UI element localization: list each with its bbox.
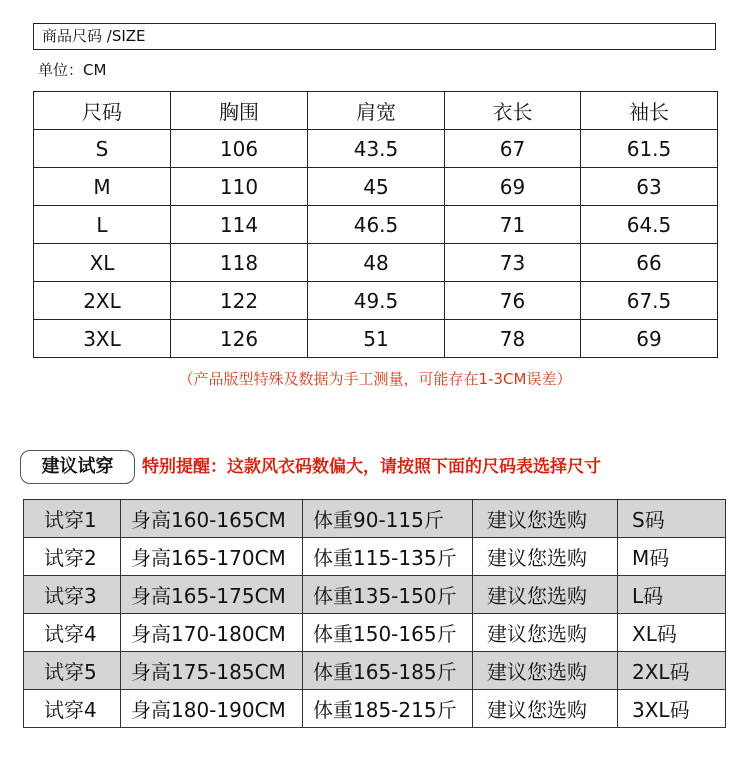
table-cell: 43.5	[308, 130, 445, 168]
size-title: 商品尺码 /SIZE	[42, 27, 146, 45]
table-cell: 66	[581, 244, 718, 282]
size-table	[33, 91, 718, 358]
size-table-header-row	[34, 92, 718, 130]
table-cell: 建议您选购	[473, 500, 618, 538]
table-cell: 身高165-175CM	[121, 576, 303, 614]
size-title-box	[33, 23, 716, 50]
table-row	[34, 130, 718, 168]
table-cell: 体重90-115斤	[303, 500, 473, 538]
table-cell: 身高170-180CM	[121, 614, 303, 652]
table-cell: 体重150-165斤	[303, 614, 473, 652]
table-cell: 建议您选购	[473, 690, 618, 728]
table-cell: 试穿5	[24, 652, 121, 690]
header-cell: 衣长	[445, 92, 581, 130]
table-cell: 106	[171, 130, 308, 168]
table-cell: 体重115-135斤	[303, 538, 473, 576]
table-cell: 建议您选购	[473, 652, 618, 690]
table-cell: L	[34, 206, 171, 244]
table-cell: 63	[581, 168, 718, 206]
header-cell: 袖长	[581, 92, 718, 130]
table-cell: S	[34, 130, 171, 168]
table-row	[34, 168, 718, 206]
table-cell: 110	[171, 168, 308, 206]
table-cell: 45	[308, 168, 445, 206]
table-cell: 126	[171, 320, 308, 358]
table-cell: S码	[618, 500, 726, 538]
table-cell: 78	[445, 320, 581, 358]
suggestion-tag: 建议试穿	[20, 450, 135, 484]
table-row	[24, 652, 726, 690]
table-cell: 试穿2	[24, 538, 121, 576]
table-cell: 51	[308, 320, 445, 358]
table-cell: 48	[308, 244, 445, 282]
table-cell: 46.5	[308, 206, 445, 244]
table-cell: 身高180-190CM	[121, 690, 303, 728]
table-cell: 73	[445, 244, 581, 282]
table-row	[34, 320, 718, 358]
table-row	[24, 690, 726, 728]
table-row	[24, 614, 726, 652]
table-cell: 49.5	[308, 282, 445, 320]
table-cell: M码	[618, 538, 726, 576]
table-cell: L码	[618, 576, 726, 614]
table-row	[24, 576, 726, 614]
table-cell: 建议您选购	[473, 576, 618, 614]
table-cell: M	[34, 168, 171, 206]
table-cell: 71	[445, 206, 581, 244]
header-cell: 肩宽	[308, 92, 445, 130]
table-cell: 67.5	[581, 282, 718, 320]
table-cell: 体重165-185斤	[303, 652, 473, 690]
table-cell: XL码	[618, 614, 726, 652]
table-cell: 2XL	[34, 282, 171, 320]
table-row	[34, 206, 718, 244]
table-cell: XL	[34, 244, 171, 282]
measurement-note: （产品版型特殊及数据为手工测量，可能存在1-3CM误差）	[178, 370, 572, 388]
table-cell: 试穿3	[24, 576, 121, 614]
table-cell: 64.5	[581, 206, 718, 244]
table-cell: 69	[445, 168, 581, 206]
table-cell: 2XL码	[618, 652, 726, 690]
table-cell: 3XL码	[618, 690, 726, 728]
table-cell: 114	[171, 206, 308, 244]
table-cell: 69	[581, 320, 718, 358]
table-cell: 身高165-170CM	[121, 538, 303, 576]
table-cell: 体重185-215斤	[303, 690, 473, 728]
table-cell: 3XL	[34, 320, 171, 358]
table-row	[24, 500, 726, 538]
header-cell: 胸围	[171, 92, 308, 130]
table-row	[24, 538, 726, 576]
table-cell: 67	[445, 130, 581, 168]
table-cell: 试穿4	[24, 690, 121, 728]
size-warning: 特别提醒：这款风衣码数偏大，请按照下面的尺码表选择尺寸	[142, 457, 601, 477]
table-cell: 建议您选购	[473, 614, 618, 652]
table-cell: 76	[445, 282, 581, 320]
table-cell: 身高175-185CM	[121, 652, 303, 690]
table-row	[34, 282, 718, 320]
table-cell: 试穿4	[24, 614, 121, 652]
unit-label: 单位：CM	[38, 61, 107, 79]
table-cell: 61.5	[581, 130, 718, 168]
table-row	[34, 244, 718, 282]
table-cell: 122	[171, 282, 308, 320]
header-cell: 尺码	[34, 92, 171, 130]
table-cell: 身高160-165CM	[121, 500, 303, 538]
table-cell: 建议您选购	[473, 538, 618, 576]
table-cell: 118	[171, 244, 308, 282]
fit-table	[23, 499, 726, 728]
table-cell: 试穿1	[24, 500, 121, 538]
table-cell: 体重135-150斤	[303, 576, 473, 614]
